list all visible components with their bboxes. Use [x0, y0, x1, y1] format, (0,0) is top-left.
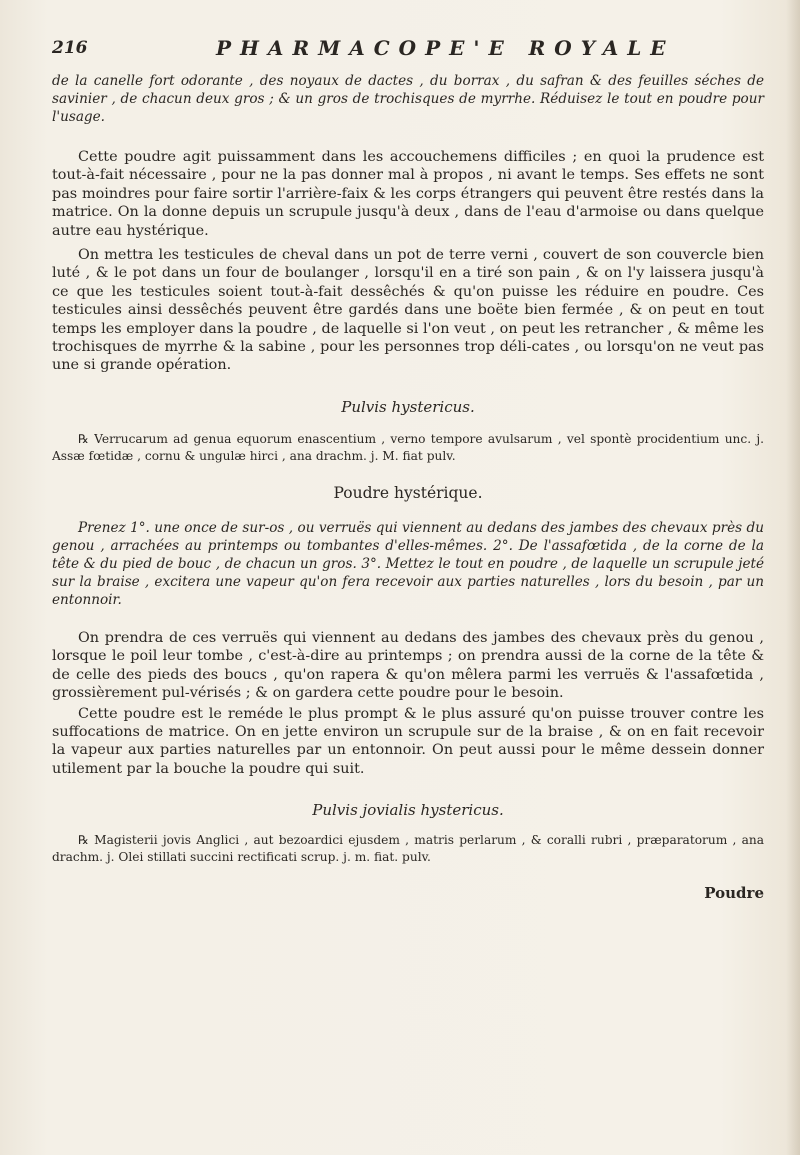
recipe-instructions: Prenez 1°. une once de sur-os , ou verruës qui viennent au dedans des jambes des chevaux près du genou , arrachées au printemps ou tombantes d'elles-mêmes. 2°. De l'assafœtida , de la corne de la tête & du pied de bouc , de chacun un gros. 3°. Mettez le tout en poudre , de laquelle un scrupule jeté sur la braise , excitera une vapeur qu'on fera recevoir aux parties naturelles , lors du besoin , par un entonnoir. — [52, 519, 764, 608]
recipe-continuation: de la canelle fort odorante , des noyaux de dactes , du borrax , du safran & des feuilles séches de savinier , de chacun deux gros ; & un gros de trochisques de myrrhe. Réduisez le tout en poudre pour l'usage. — [52, 73, 764, 125]
section-heading-french: Poudre hystérique. — [333, 483, 483, 502]
catchword: Poudre — [704, 884, 764, 903]
paragraph-method: On prendra de ces verruës qui viennent au dedans des jambes des chevaux près du genou , lorsque le poil leur tombe , c'est-à-dire au printemps ; on prendra aussi de la corne de la tête & de celle des pieds des boucs , qu'on rapera & qu'on mêlera parmi les verruës & l'assafœtida , grossièrement pul-vérisés ; & on gardera cette poudre pour le besoin. — [52, 629, 764, 702]
page-number: 216 — [52, 38, 88, 58]
running-title: PHARMACOPE'E ROYALE — [216, 36, 675, 60]
paragraph-preparation: On mettra les testicules de cheval dans un pot de terre verni , couvert de son couvercle bien luté , & le pot dans un four de boulanger , lorsqu'il en a tiré son pain , & on l'y laissera jusqu'à ce que les testicules soient tout-à-fait dessêchés & qu'on puisse les réduire en poudre. Ces testicules ainsi dessêchés peuvent être gardés dans une boëte bien fermée , & on peut en tout temps les employer dans la poudre , de laquelle si l'on veut , on peut les retrancher , & même les trochisques de myrrhe & la sabine , pour les personnes trop déli-cates , ou lorsqu'on ne veut pas une si grande opération. — [52, 247, 764, 374]
latin-formula: ℞ Verrucarum ad genua equorum enascentium , verno tempore avulsarum , vel spontè procidentium unc. j. Assæ fœtidæ , cornu & ungulæ hirci , ana drachm. j. M. fiat pulv. — [52, 431, 764, 463]
section-heading-jovialis: Pulvis jovialis hystericus. — [312, 801, 504, 820]
section-heading-latin: Pulvis hystericus. — [341, 397, 475, 416]
paragraph-remedy: Cette poudre est le reméde le plus prompt & le plus assuré qu'on puisse trouver contre les suffocations de matrice. On en jette environ un scrupule sur de la braise , & on en fait recevoir la vapeur aux parties naturelles par un entonnoir. On peut aussi pour le même dessein donner utilement par la bouche la poudre qui suit. — [52, 705, 764, 777]
page-edge-shadow — [786, 0, 800, 1155]
paragraph-usage: Cette poudre agit puissamment dans les accouchemens difficiles ; en quoi la prudence est tout-à-fait nécessaire , pour ne la pas donner mal à propos , ni avant le temps. Ses effets ne sont pas moindres pour faire sortir l'arrière-faix & les corps étrangers qui peuvent être restés dans la matrice. On la donne depuis un scrupule jusqu'à deux , dans de l'eau d'armoise ou dans quelque autre eau hystérique. — [52, 149, 764, 239]
latin-formula-jovialis: ℞ Magisterii jovis Anglici , aut bezoardici ejusdem , matris perlarum , & coralli rubri , præparatorum , ana drachm. j. Olei stillati succini rectificati scrup. j. m. fiat. pulv. — [52, 833, 764, 865]
page-body — [52, 64, 764, 902]
